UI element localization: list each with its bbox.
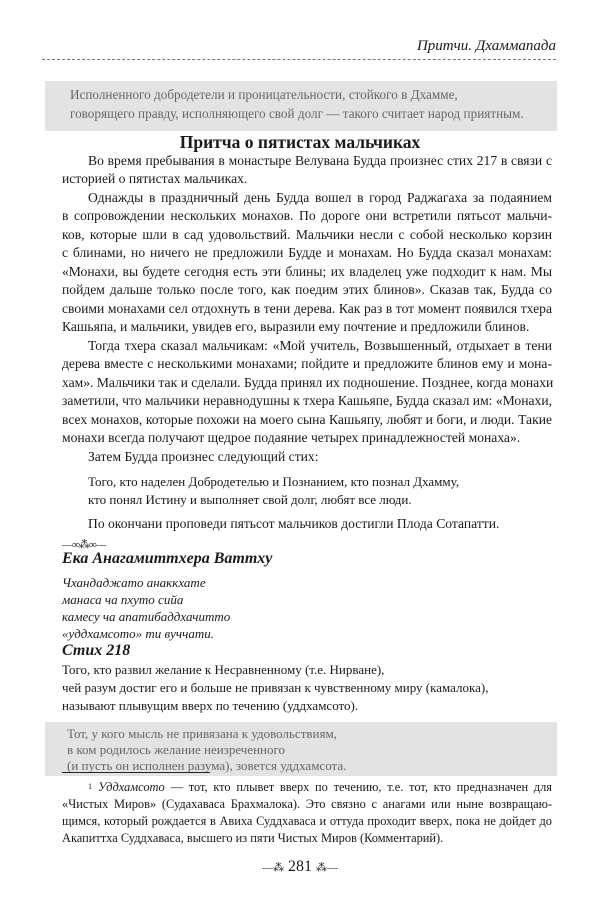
running-header: Притчи. Дхаммапада [416, 38, 556, 54]
text-line: историей о пятистах мальчиках. [62, 171, 248, 186]
text-line: монахи всегда получают щедрое подаяние четырех принадлежностей монаха». [62, 430, 521, 445]
epigraph-bottom [45, 722, 557, 776]
text-line: заметили, что мальчики неравнодушны к тхера Кашьяпе, Будда сказал им: «Монахи, [62, 393, 552, 408]
epigraph-top [45, 81, 557, 131]
text-line: своими монахами сел отдохнуть в тени дерева. Как раз в тот момент появился тхера [62, 301, 552, 316]
closing-line: По окончани проповеди пятьсот мальчиков достигли Плода Сотапатти. [88, 516, 500, 531]
verse-line: кто понял Истину и выполняет свой долг, любят все люди. [88, 492, 412, 507]
verse-line: называют плывущим вверх по течению (уддхамсото). [62, 698, 359, 713]
text-line: Во время пребывания в монастыре Велувана Будда произнес стих 217 в связи с [88, 153, 552, 168]
verse-line: Того, кто наделен Добродетелью и Познанием, кто познал Дхамму, [88, 474, 460, 489]
epigraph-line: (и пусть он исполнен разума), зовется уддхамсота. [67, 758, 347, 773]
epigraph-line: в ком родилось желание неизреченного [67, 742, 285, 757]
pali-line: манаса ча пхуто сийа [62, 592, 184, 607]
text-line: Однажды в праздничный день Будда вошел в город Раджагаха за подаянием [88, 190, 552, 205]
text-line: Затем Будда произнес следующий стих: [88, 449, 319, 464]
pali-line: «уддхамсото» ти вуччати. [62, 626, 214, 641]
footnote-line: щимся, который рождается в Авиха Суддхаваса и оттуда проходит вверх, пока не дойдет до [62, 814, 552, 828]
text-line: «Монахи, вы будете сегодня есть эти блины; их владелец уже подходит к нам. Мы [62, 264, 552, 279]
text-line: всех монахов, которые похожи на моего сына Кашьяпу, любят и боги, и люди. Такие [62, 412, 552, 427]
text-line: Кашьяпа, и мальчики, увидев его, выразили ему почтение и предложили блинов. [62, 319, 530, 334]
header-rule [42, 59, 556, 60]
verse-line: чей разум достиг его и больше не привязан к чувственному миру (камалока), [62, 680, 489, 695]
text-line: дерева вместе с несколькими монахами; пойдите и предложите блинов ему и мона- [62, 356, 552, 371]
epigraph-line: Тот, у кого мысль не привязана к удовольствиям, [67, 726, 337, 741]
text-line: с блинами, но ничего не предложили Будде и монахам. Но Будда сказал монахам: [62, 245, 552, 260]
text-line: хам». Мальчики так и сделали. Будда принял их подношение. Позднее, когда монахи [62, 375, 554, 390]
epigraph-line: Исполненного добродетели и проницательности, стойкого в Дхамме, [70, 87, 458, 102]
footnote-rule [62, 772, 210, 773]
page-number [0, 858, 600, 876]
page-number-text: 281 [288, 858, 312, 875]
verse-line: Того, кто развил желание к Несравненному (т.е. Нирване), [62, 662, 385, 677]
text-line: пойдем дальше только после того, как поедим этих блинов». Сказав так, Будда со [62, 282, 552, 297]
ornament-divider: —∞⁂∞— [62, 539, 106, 551]
footnote-line: Акапиттха Суддхаваса, высшего из пяти Чистых Миров (Комментарий). [62, 831, 444, 845]
pali-line: камесу ча апатибаддхачитто [62, 609, 231, 624]
footnote-marker: 1 [88, 782, 92, 791]
epigraph-line: говорящего правду, исполняющего свой долг — такого считает народ приятным. [70, 106, 524, 121]
story-title: Притча о пятистах мальчиках [179, 132, 421, 152]
footnote-line: — тот, кто плывет вверх по течению, т.е. тот, кто предназначен для [170, 780, 552, 794]
section-title: Ека Анагамиттхера Ваттху [62, 550, 273, 567]
footnote-line: «Чистых Миров» (Судахаваса Брахмалока). Это связно с анагами или ныне возвращаю- [62, 797, 552, 811]
verse-number-heading: Стих 218 [62, 642, 131, 659]
ornament-left-icon: ―⁂ [262, 862, 284, 874]
text-line: в сопровождении нескольких монахов. По дороге они встретили пятьсот мальчи- [62, 208, 552, 223]
text-line: Тогда тхера сказал мальчикам: «Мой учитель, Возвышенный, отдыхает в тени [88, 338, 552, 353]
footnote-term: Уддхамсото [98, 780, 165, 794]
text-line: ков, которые шли в сад удовольствий. Мальчики несли с собой несколько корзин [62, 227, 552, 242]
ornament-right-icon: ⁂― [316, 862, 338, 874]
pali-line: Чхандаджато анаккхате [62, 575, 206, 590]
